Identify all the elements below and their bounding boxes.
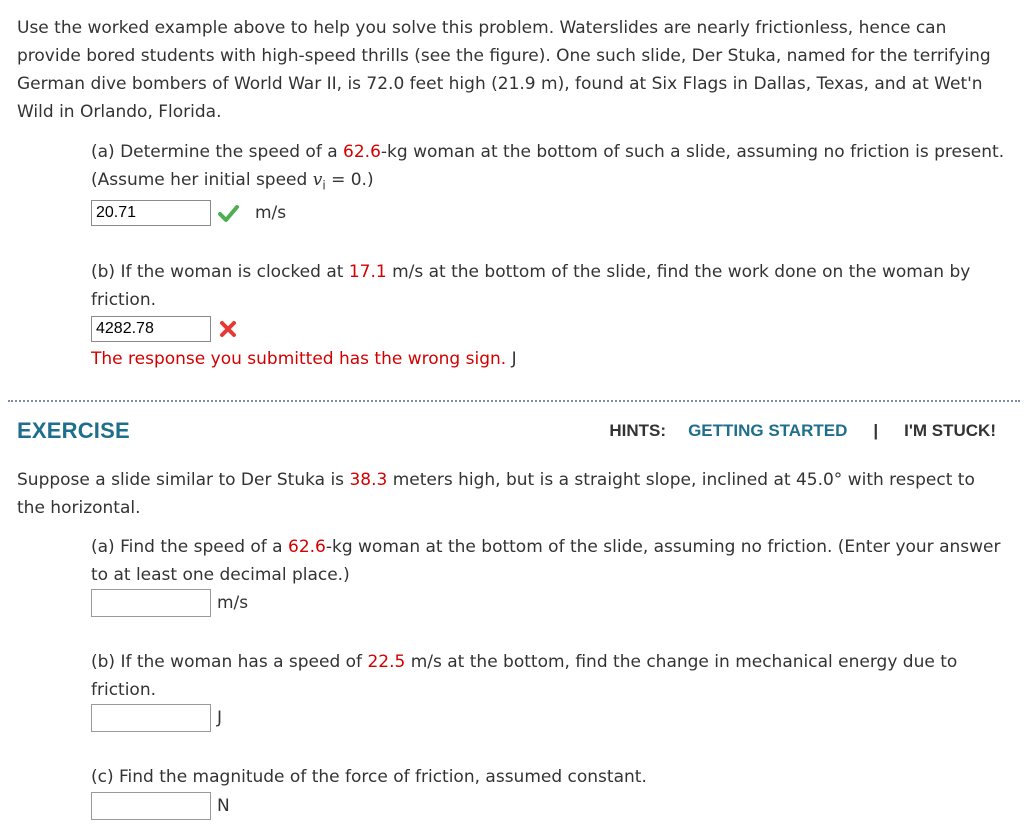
- feedback-text: The response you submitted has the wrong sign.: [91, 349, 507, 369]
- speed-value: 17.1: [348, 262, 387, 282]
- problem-intro: Use the worked example above to help you solve this problem. Waterslides are nearly frictionless, hence can provide bored students with high-speed thrills (see the figure). One such slide, Der Stuka, named for the terrifying German dive bombers of World War II, is 72.0 feet high (21.9 m), found at Six Flags in Dallas, Texas, and at Wet'n Wild in Orlando, Florida.: [17, 18, 991, 122]
- part-b-answer-input[interactable]: 4282.78: [91, 316, 211, 342]
- part-a-question: (a) Determine the speed of a 62.6-kg woman at the bottom of such a slide, assuming no friction is present. (Assume her initial speed $v_i = 0$.): [91, 142, 1005, 193]
- exercise-c-unit: N: [217, 796, 230, 816]
- part-a-answer-row: [91, 199, 286, 227]
- cross-icon: [217, 318, 239, 340]
- exercise-b-unit: J: [217, 708, 223, 728]
- exercise-intro: Suppose a slide similar to Der Stuka is 38.3 meters high, but is a straight slope, inclined at 45.0° with respect to the horizontal.: [17, 470, 975, 518]
- exercise-c-question: (c) Find the magnitude of the force of friction, assumed constant.: [91, 767, 647, 787]
- hints-separator: |: [873, 421, 879, 440]
- part-b-answer-row: [91, 315, 239, 343]
- section-divider: [8, 400, 1020, 402]
- part-b-unit: J: [511, 349, 517, 369]
- exercise-b-question: (b) If the woman has a speed of 22.5 m/s at the bottom, find the change in mechanical energy due to friction.: [91, 652, 958, 700]
- hints-label: HINTS:: [609, 421, 667, 440]
- mass-value: 62.6: [343, 142, 381, 162]
- im-stuck-link[interactable]: I'M STUCK!: [904, 421, 996, 440]
- height-value: 38.3: [349, 470, 388, 490]
- speed-value: 22.5: [367, 652, 406, 672]
- getting-started-link[interactable]: GETTING STARTED: [688, 421, 848, 440]
- exercise-a-answer-row: [91, 589, 248, 617]
- exercise-b-answer-row: [91, 704, 222, 732]
- check-icon: [217, 202, 239, 224]
- exercise-a-answer-input[interactable]: [91, 589, 211, 617]
- part-b-question: (b) If the woman is clocked at 17.1 m/s at the bottom of the slide, find the work done on the woman by friction.: [91, 262, 971, 310]
- part-b-feedback: [91, 345, 1016, 373]
- exercise-b-answer-input[interactable]: [91, 704, 211, 732]
- exercise-c-answer-input[interactable]: [91, 792, 211, 820]
- part-a-answer-input[interactable]: 20.71: [91, 200, 211, 226]
- hints-bar: [609, 421, 996, 441]
- mass-value: 62.6: [288, 537, 326, 557]
- exercise-a-unit: m/s: [217, 593, 249, 613]
- exercise-a-question: (a) Find the speed of a 62.6-kg woman at the bottom of the slide, assuming no friction. (Enter your answer to at least one decimal place.): [91, 537, 1001, 585]
- exercise-heading: EXERCISE: [17, 418, 130, 443]
- part-a-unit: m/s: [255, 203, 287, 223]
- exercise-c-answer-row: [91, 792, 230, 820]
